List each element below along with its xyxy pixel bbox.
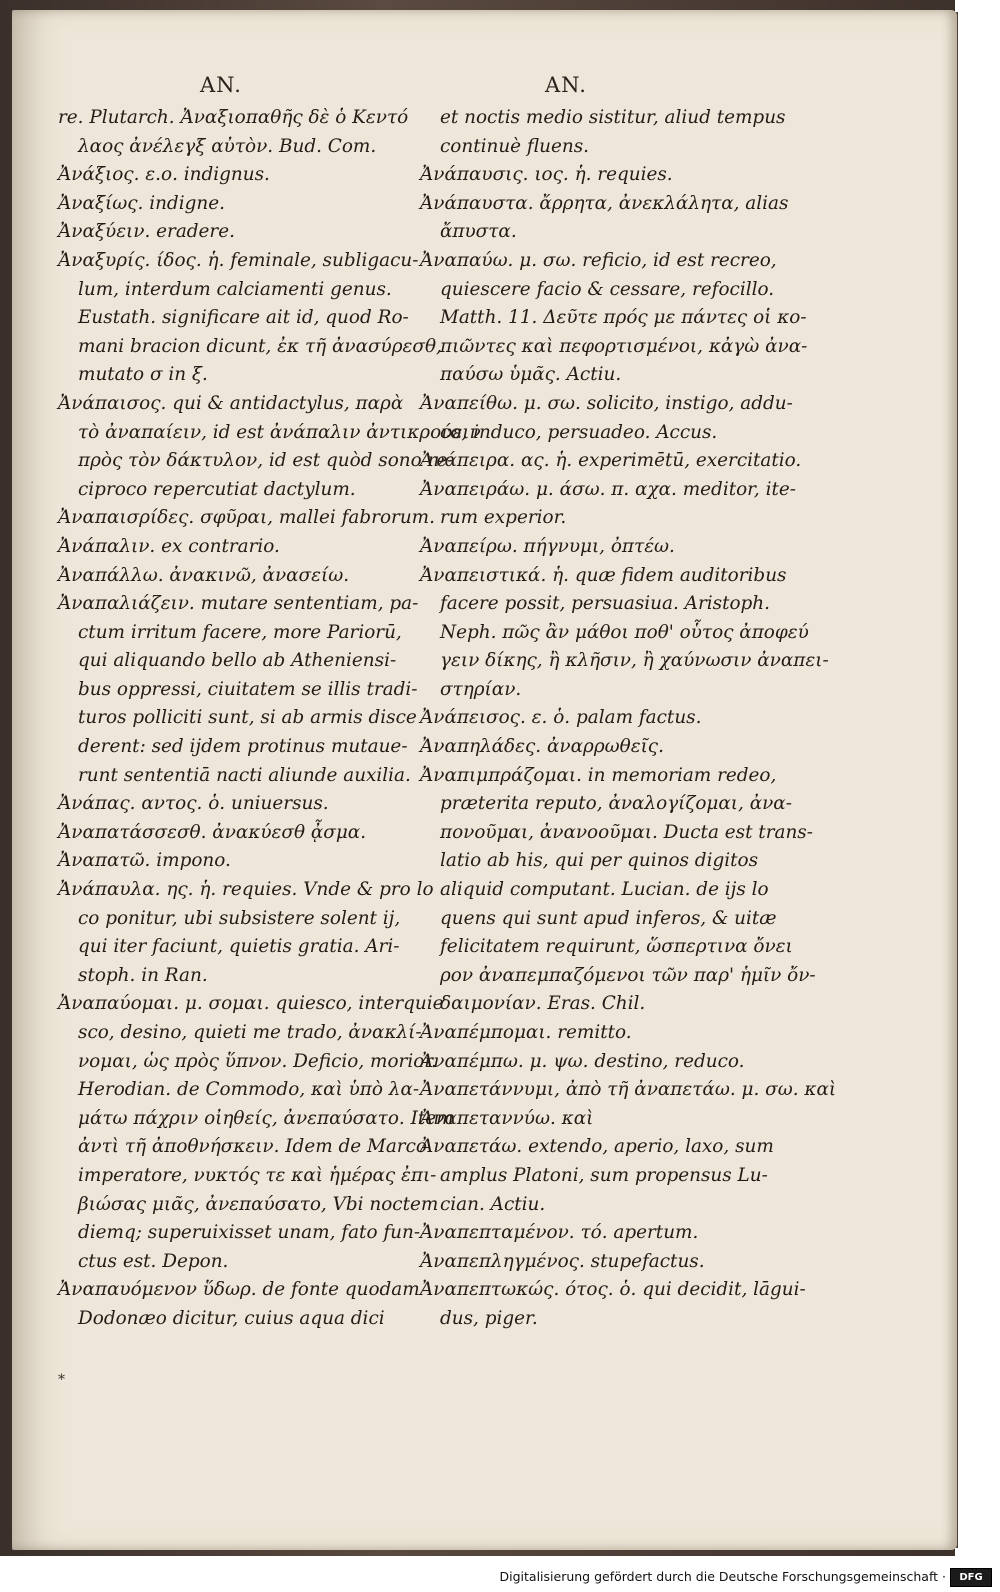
footer-credit: Digitalisierung gefördert durch die Deutsche Forschungsgemeinschaft ·	[499, 1569, 946, 1584]
text-line: Ἀναπετάννυμι, ἀπὸ τῆ ἀναπετάω. μ. σω. καὶ	[420, 1079, 837, 1101]
text-line: Ἀναξύειν. eradere.	[58, 221, 235, 243]
text-line: mani bracion dicunt, ἐκ τῆ ἀνασύρεσθ,	[78, 335, 442, 357]
text-line: πονοῦμαι, ἀνανοοῦμαι. Ducta est trans-	[440, 821, 813, 843]
text-line: Ἀνάπεισος. ε. ὁ. palam factus.	[420, 707, 702, 729]
text-line: ctus est. Depon.	[78, 1250, 229, 1272]
text-line: cian. Actiu.	[440, 1193, 546, 1215]
text-line: Ἀναπαισρίδες. σφῦραι, mallei fabrorum.	[58, 507, 435, 529]
text-line: Ἀναπαύω. μ. σω. reficio, id est recreo,	[420, 249, 777, 271]
text-line: felicitatem requirunt, ὥσπερτινα ὄνει	[440, 936, 793, 958]
text-line: Ἀνάπαυστα. ἄρρητα, ἀνεκλάλητα, alias	[420, 192, 789, 214]
text-line: mutato σ in ξ.	[78, 364, 208, 386]
text-line: Ἀνάπας. αντος. ὁ. uniuersus.	[58, 793, 329, 815]
text-line: μάτω πάχριν οἰηθείς, ἀνεπαύσατο. Item	[78, 1107, 454, 1129]
text-line: Ἀναπιμπράζομαι. in memoriam redeo,	[420, 764, 777, 786]
text-line: ἀντὶ τῆ ἀποθνήσκειν. Idem de Marco	[78, 1136, 427, 1158]
text-line: diemq; superuixisset unam, fato fun-	[78, 1222, 421, 1244]
text-line: στηρίαν.	[440, 678, 522, 700]
text-line: qui iter faciunt, quietis gratia. Ari-	[78, 936, 400, 958]
text-line: Herodian. de Commodo, καὶ ὑπὸ λα-	[78, 1079, 420, 1101]
text-line: Ἀναξυρίς. ίδος. ἡ. feminale, subligacu-	[58, 249, 419, 271]
text-line: παύσω ὑμᾶς. Actiu.	[440, 364, 622, 386]
text-line: Dodonæo dicitur, cuius aqua dici	[78, 1307, 385, 1329]
text-line: Ἀναπάλλω. ἀνακινῶ, ἀνασείω.	[58, 564, 350, 586]
text-line: Matth. 11. Δεῦτε πρός με πάντες οἱ κο-	[440, 307, 807, 329]
text-line: dus, piger.	[440, 1307, 538, 1329]
text-line: Ἀναπεπταμένον. τό. apertum.	[420, 1222, 699, 1244]
text-line: Ἀναπειράω. μ. άσω. π. αχα. meditor, ite-	[420, 478, 796, 500]
text-line: continuè fluens.	[440, 135, 590, 157]
text-line: Ἀναπείρω. πήγνυμι, ὀπτέω.	[420, 535, 675, 557]
text-line: quens qui sunt apud inferos, & uitæ	[440, 907, 777, 929]
text-line: qui aliquando bello ab Atheniensi-	[78, 650, 397, 672]
running-head-right: AN.	[545, 73, 587, 97]
text-line: Ἀναπατῶ. impono.	[58, 850, 231, 872]
text-line: Ἀναπαλιάζειν. mutare sententiam, pa-	[58, 593, 419, 615]
text-line: Ἀναπαυόμενον ὕδωρ. de fonte quodam	[58, 1279, 420, 1301]
text-line: facere possit, persuasiua. Aristoph.	[440, 593, 770, 615]
text-line: ρον ἀναπεμπαζόμενοι τῶν παρ' ἡμῖν ὄν-	[440, 964, 816, 986]
text-line: Ἀνάπαλιν. ex contrario.	[58, 535, 280, 557]
text-line: co ponitur, ubi subsistere solent ij,	[78, 907, 401, 929]
running-head-left: AN.	[200, 73, 242, 97]
text-line: Ἀναπέμπω. μ. ψω. destino, reduco.	[420, 1050, 745, 1072]
text-line: Ἀναπεπληγμένος. stupefactus.	[420, 1250, 705, 1272]
text-line: νομαι, ὡς πρὸς ὕπνον. Deficio, morior.	[78, 1050, 437, 1072]
text-line: Ἀναπεπτωκώς. ότος. ὁ. qui decidit, lāgui-	[420, 1279, 806, 1301]
text-line: Ἀνάπαυσις. ιος. ἡ. requies.	[420, 164, 673, 186]
dfg-logo: DFG	[950, 1568, 992, 1587]
text-line: co, induco, persuadeo. Accus.	[440, 421, 718, 443]
text-line: derent: sed ijdem protinus mutaue-	[78, 736, 408, 758]
text-line: Ἀναπεταννύω. καὶ	[420, 1107, 594, 1129]
text-line: ciproco repercutiat dactylum.	[78, 478, 356, 500]
text-line: λαος ἀνέλεγξ αὐτὸν. Bud. Com.	[78, 135, 377, 157]
text-line: imperatore, νυκτός τε καὶ ἡμέρας ἐπι-	[78, 1164, 437, 1186]
text-line: Eustath. significare ait id, quod Ro-	[78, 307, 409, 329]
text-line: Ἀναπειστικά. ἡ. quæ fidem auditoribus	[420, 564, 787, 586]
footer-bar	[0, 1566, 1000, 1588]
text-line: Ἀνάξιος. ε.ο. indignus.	[58, 164, 270, 186]
text-line: Ἀναπηλάδες. ἀναρρωθεῖς.	[420, 736, 664, 758]
text-line: rum experior.	[440, 507, 567, 529]
text-line: ctum irritum facere, more Pariorū,	[78, 621, 402, 643]
text-line: πιῶντες καὶ πεφορτισμένοι, κἀγὼ ἀνα-	[440, 335, 808, 357]
marginal-mark: *	[58, 1372, 65, 1388]
text-line: quiescere facio & cessare, refocillo.	[440, 278, 775, 300]
text-line: πρὸς τὸν δάκτυλον, id est quòd sono re-	[78, 450, 454, 472]
text-line: βιώσας μιᾶς, ἀνεπαύσατο, Vbi noctem	[78, 1193, 439, 1215]
text-line: ἄπυστα.	[440, 221, 517, 243]
text-line: re. Plutarch. Ἀναξιοπαθῆς δὲ ὁ Κεντό	[58, 107, 409, 128]
text-line: Ἀνάπαυλα. ης. ἡ. requies. Vnde & pro lo	[58, 879, 434, 901]
text-line: Ἀναπέμπομαι. remitto.	[420, 1022, 632, 1043]
text-line: Ἀναπείθω. μ. σω. solicito, instigo, addu-	[420, 392, 793, 414]
text-line: Ἀναπαύομαι. μ. σομαι. quiesco, interquie	[58, 993, 444, 1015]
right-column	[420, 104, 837, 1334]
text-line: Ἀναπατάσσεσθ. ἀνακύεσθ ᾆσμα.	[58, 821, 367, 843]
text-line: præterita reputo, ἀναλογίζομαι, ἀνα-	[440, 793, 792, 815]
text-line: γειν δίκης, ἢ κλῆσιν, ἢ χαύνωσιν ἀναπει-	[440, 650, 829, 672]
text-line: bus oppressi, ciuitatem se illis tradi-	[78, 678, 418, 700]
text-line: τὸ ἀναπαίειν, id est ἀνάπαλιν ἀντικρούειν	[78, 421, 481, 443]
text-line: lum, interdum calciamenti genus.	[78, 278, 392, 300]
text-line: sco, desino, quieti me trado, ἀνακλί-	[78, 1022, 422, 1043]
text-line: turos polliciti sunt, si ab armis disce	[78, 707, 417, 729]
text-line: latio ab his, qui per quinos digitos	[440, 850, 759, 872]
text-line: runt sententiā nacti aliunde auxilia.	[78, 764, 411, 786]
text-line: amplus Platoni, sum propensus Lu-	[440, 1164, 768, 1186]
text-line: Ἀναπετάω. extendo, aperio, laxo, sum	[420, 1136, 774, 1158]
text-line: Ἀνάπειρα. ας. ἡ. experimētū, exercitatio.	[420, 450, 802, 472]
text-line: et noctis medio sistitur, aliud tempus	[440, 107, 786, 128]
text-line: aliquid computant. Lucian. de ijs lo	[440, 879, 769, 901]
text-line: stoph. in Ran.	[78, 964, 208, 986]
text-line: δαιμονίαν. Eras. Chil.	[440, 993, 646, 1015]
text-line: Ἀνάπαισος. qui & antidactylus, παρὰ	[58, 392, 404, 414]
text-line: Ἀναξίως. indigne.	[58, 192, 225, 214]
text-line: Neph. πῶς ἂν μάθοι ποθ' οὗτος ἀποφεύ	[440, 621, 809, 643]
